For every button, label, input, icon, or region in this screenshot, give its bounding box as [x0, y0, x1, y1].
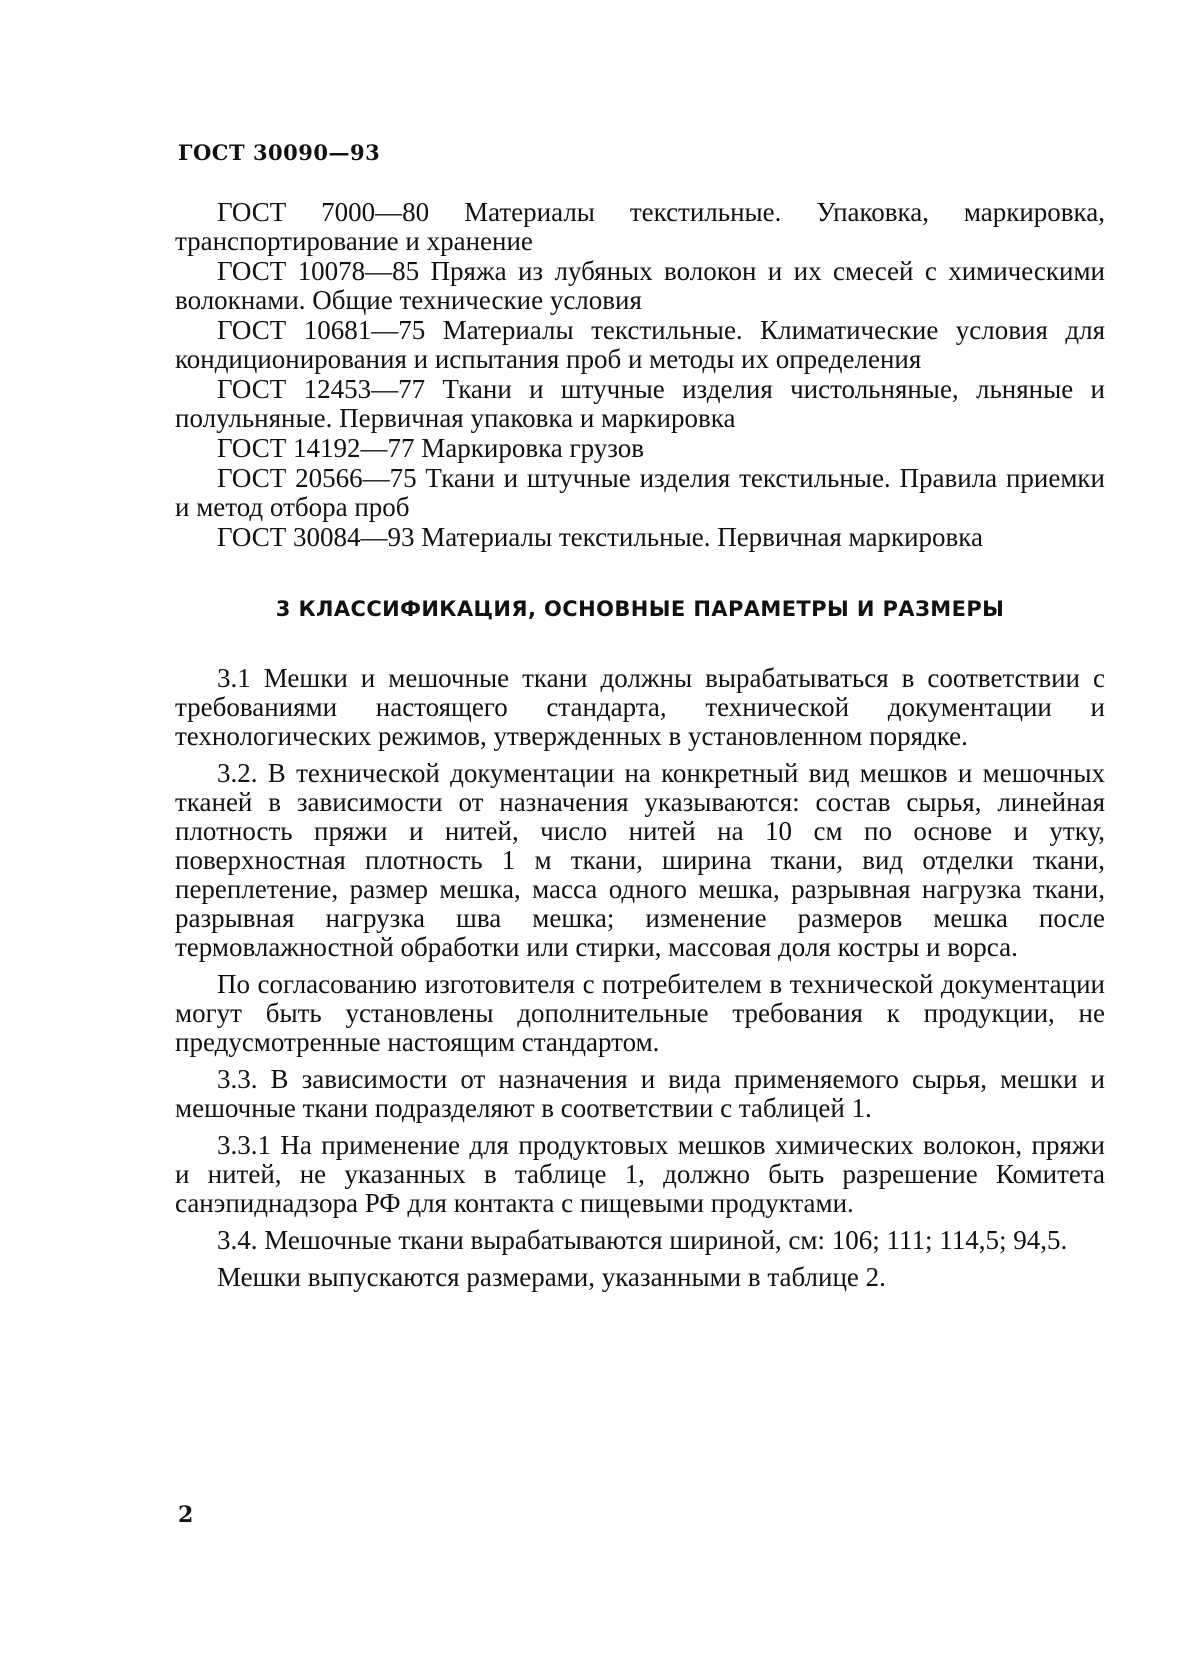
reference-item: ГОСТ 30084—93 Материалы текстильные. Первичная маркировка — [217, 522, 983, 552]
reference-item: ГОСТ 7000—80 Материалы текстильные. Упаковка, маркировка, транспортирование и хранение — [175, 197, 1105, 256]
page-body — [175, 198, 1105, 1292]
section-title: 3 КЛАССИФИКАЦИЯ, ОСНОВНЫЕ ПАРАМЕТРЫ И РАЗМЕРЫ — [275, 597, 1005, 621]
reference-item: ГОСТ 10681—75 Материалы текстильные. Климатические условия для кондиционирования и испытания проб и методы их определения — [175, 315, 1105, 374]
paragraph-3-3: 3.3. В зависимости от назначения и вида применяемого сырья, мешки и мешочные ткани подразделяют в соответствии с таблицей 1. — [175, 1064, 1105, 1123]
paragraph-3-2: 3.2. В технической документации на конкретный вид мешков и мешочных тканей в зависимости от назначения указываются: состав сырья, линейная плотность пряжи и нитей, число нитей на 10 см по основе и утку, поверхностная плотность 1 м ткани, ширина ткани, вид отделки ткани, переплетение, размер мешка, масса одного мешка, разрывная нагрузка ткани, разрывная нагрузка шва мешка; изменение размеров мешка после термовлажностной обработки или стирки, массовая доля костры и ворса. — [175, 758, 1105, 962]
section-content — [175, 664, 1105, 1292]
reference-list — [175, 198, 1105, 552]
paragraph-3-3-1: 3.3.1 На применение для продуктовых мешков химических волокон, пряжи и нитей, не указанных в таблице 1, должно быть разрешение Комитета санэпиднадзора РФ для контакта с пищевыми продуктами. — [175, 1130, 1105, 1218]
paragraph-agreement: По согласованию изготовителя с потребителем в технической документации могут быть установлены дополнительные требования к продукции, не предусмотренные настоящим стандартом. — [175, 969, 1105, 1057]
paragraph-3-4: 3.4. Мешочные ткани вырабатываются шириной, см: 106; 111; 114,5; 94,5. — [217, 1225, 1068, 1255]
reference-item: ГОСТ 14192—77 Маркировка грузов — [217, 433, 644, 463]
reference-item: ГОСТ 12453—77 Ткани и штучные изделия чистольняные, льняные и полульняные. Первичная упаковка и маркировка — [175, 374, 1105, 433]
paragraph-sizes: Мешки выпускаются размерами, указанными в таблице 2. — [217, 1262, 886, 1292]
page-number: 2 — [178, 1502, 194, 1528]
page-header: ГОСТ 30090—93 — [178, 140, 381, 165]
paragraph-3-1: 3.1 Мешки и мешочные ткани должны вырабатываться в соответствии с требованиями настоящего стандарта, технической документации и технологических режимов, утвержденных в установленном порядке. — [175, 663, 1105, 751]
reference-item: ГОСТ 20566—75 Ткани и штучные изделия текстильные. Правила приемки и метод отбора проб — [175, 463, 1105, 522]
reference-item: ГОСТ 10078—85 Пряжа из лубяных волокон и их смесей с химическими волокнами. Общие технические условия — [175, 256, 1105, 315]
